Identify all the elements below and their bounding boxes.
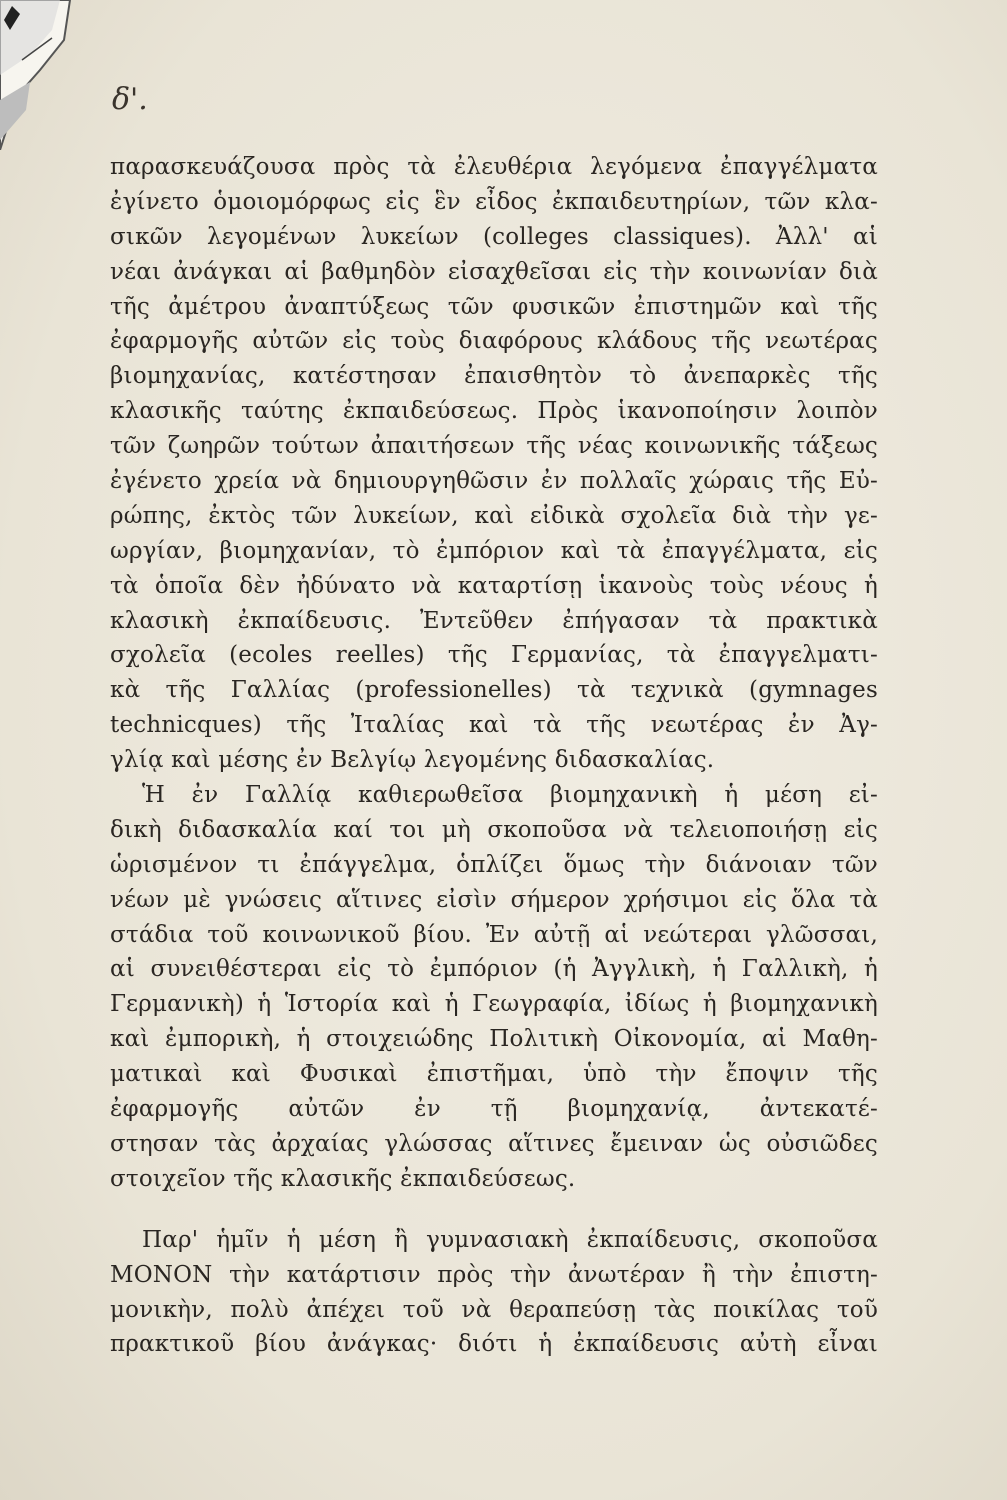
paragraph-3 <box>110 1223 878 1363</box>
page-number: δ'. <box>112 82 148 117</box>
text-line: νέαι ἀνάγκαι αἱ βαθμηδὸν εἰσαχθεῖσαι εἰς τὴν κοινωνίαν διὰ <box>110 258 878 285</box>
text-line: στοιχεῖον τῆς κλασικῆς ἐκπαιδεύσεως. <box>110 1165 576 1192</box>
text-line: στησαν τὰς ἀρχαίας γλώσσας αἵτινες ἔμειναν ὡς οὐσιῶδες <box>110 1130 878 1157</box>
text-line: Ἡ ἐν Γαλλίᾳ καθιερωθεῖσα βιομηχανικὴ ἡ μέση εἰ- <box>142 782 878 809</box>
text-line: τῶν ζωηρῶν τούτων ἀπαιτήσεων τῆς νέας κοινωνικῆς τάξεως <box>110 433 878 460</box>
text-line: κὰ τῆς Γαλλίας (professionelles) τὰ τεχνικὰ (gymnages <box>110 677 878 704</box>
text-line: τῆς ἀμέτρου ἀναπτύξεως τῶν φυσικῶν ἐπιστημῶν καὶ τῆς <box>110 293 878 320</box>
text-line: ἐγίνετο ὁμοιομόρφως εἰς ἓν εἶδος ἐκπαιδευτηρίων, τῶν κλα- <box>110 188 878 215</box>
text-line: ἐγένετο χρεία νὰ δημιουργηθῶσιν ἐν πολλαῖς χώραις τῆς Εὐ- <box>110 468 878 495</box>
text-line: ωργίαν, βιομηχανίαν, τὸ ἐμπόριον καὶ τὰ ἐπαγγέλματα, εἰς <box>110 537 878 564</box>
text-line: βιομηχανίας, κατέστησαν ἐπαισθητὸν τὸ ἀνεπαρκὲς τῆς <box>110 363 878 390</box>
text-line: μονικὴν, πολὺ ἀπέχει τοῦ νὰ θεραπεύσῃ τὰς ποικίλας τοῦ <box>110 1296 878 1323</box>
text-line: ἐφαρμογῆς αὐτῶν ἐν τῇ βιομηχανίᾳ, ἀντεκατέ- <box>110 1096 878 1123</box>
text-line: ἐφαρμογῆς αὐτῶν εἰς τοὺς διαφόρους κλάδους τῆς νεωτέρας <box>110 328 878 355</box>
text-line: στάδια τοῦ κοινωνικοῦ βίου. Ἐν αὐτῇ αἱ νεώτεραι γλῶσσαι, <box>110 921 878 948</box>
body-text <box>110 150 878 1362</box>
text-line: πρακτικοῦ βίου ἀνάγκας· διότι ἡ ἐκπαίδευσις αὐτὴ εἶναι <box>110 1331 878 1358</box>
text-line: ματικαὶ καὶ Φυσικαὶ ἐπιστῆμαι, ὑπὸ τὴν ἔποψιν τῆς <box>110 1061 878 1088</box>
text-line: δικὴ διδασκαλία καί τοι μὴ σκοποῦσα νὰ τελειοποιήσῃ εἰς <box>110 816 878 843</box>
text-line: σχολεῖα (ecoles reelles) τῆς Γερμανίας, τὰ ἐπαγγελματι- <box>110 642 878 669</box>
torn-corner-stamp <box>0 0 90 150</box>
text-line: technicques) τῆς Ἰταλίας καὶ τὰ τῆς νεωτέρας ἐν Ἀγ- <box>110 712 878 739</box>
paragraph-2 <box>110 778 878 1197</box>
text-line: Παρ' ἡμῖν ἡ μέση ἢ γυμνασιακὴ ἐκπαίδευσις, σκοποῦσα <box>142 1226 878 1253</box>
text-line: ρώπης, ἐκτὸς τῶν λυκείων, καὶ εἰδικὰ σχολεῖα διὰ τὴν γε- <box>110 502 878 529</box>
text-line: τὰ ὁποῖα δὲν ἠδύνατο νὰ καταρτίσῃ ἱκανοὺς τοὺς νέους ἡ <box>110 572 878 599</box>
text-line: σικῶν λεγομένων λυκείων (colleges classiques). Ἀλλ' αἱ <box>110 223 878 250</box>
paragraph-spacer <box>110 1197 878 1223</box>
text-line: κλασικῆς ταύτης ἐκπαιδεύσεως. Πρὸς ἱκανοποίησιν λοιπὸν <box>110 398 878 425</box>
text-line: Γερμανικὴ) ἡ Ἱστορία καὶ ἡ Γεωγραφία, ἰδίως ἡ βιομηχανικὴ <box>110 991 878 1018</box>
paragraph-1 <box>110 150 878 778</box>
text-line: καὶ ἐμπορικὴ, ἡ στοιχειώδης Πολιτικὴ Οἰκονομία, αἱ Μαθη- <box>110 1026 878 1053</box>
text-line: νέων μὲ γνώσεις αἵτινες εἰσὶν σήμερον χρήσιμοι εἰς ὅλα τὰ <box>110 886 878 913</box>
text-line: παρασκευάζουσα πρὸς τὰ ἐλευθέρια λεγόμενα ἐπαγγέλματα <box>110 154 878 180</box>
text-line: ὡρισμένον τι ἐπάγγελμα, ὁπλίζει ὅμως τὴν διάνοιαν τῶν <box>110 851 878 878</box>
text-line: κλασικὴ ἐκπαίδευσις. Ἐντεῦθεν ἐπήγασαν τὰ πρακτικὰ <box>110 607 878 634</box>
text-line: ΜΟΝΟΝ τὴν κατάρτισιν πρὸς τὴν ἀνωτέραν ἢ τὴν ἐπιστη- <box>110 1261 878 1288</box>
text-line: γλίᾳ καὶ μέσης ἐν Βελγίῳ λεγομένης διδασκαλίας. <box>110 747 715 774</box>
text-line: αἱ συνειθέστεραι εἰς τὸ ἐμπόριον (ἡ Ἀγγλικὴ, ἡ Γαλλικὴ, ἡ <box>110 956 878 983</box>
